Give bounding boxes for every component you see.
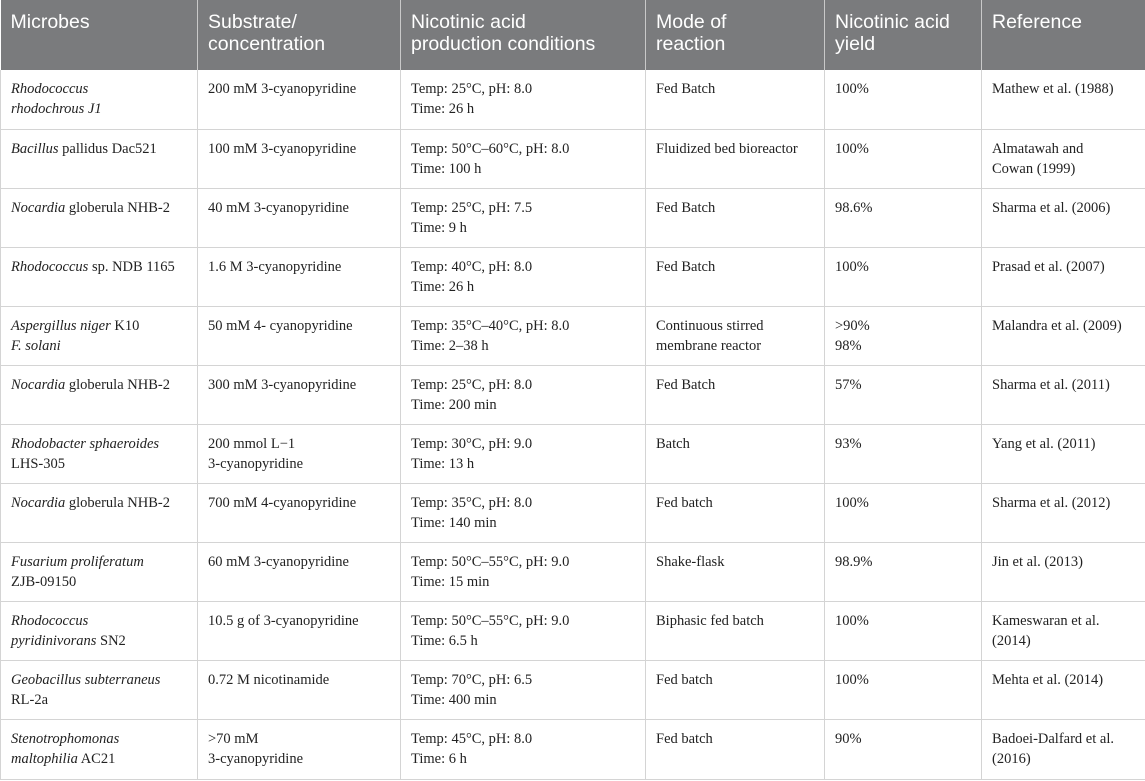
italic-text: Fusarium proliferatum	[11, 553, 144, 570]
italic-text: Rhodobacter sphaeroides	[11, 435, 160, 452]
cell-text: 100%	[835, 612, 869, 629]
column-header-text: reaction	[656, 33, 726, 55]
cell-text: 100%	[835, 81, 869, 97]
cell-text: Prasad et al. (2007)	[992, 258, 1105, 275]
header-row	[1, 0, 1145, 70]
cell-line	[11, 670, 187, 690]
column-header-text: Mode of	[656, 11, 727, 33]
italic-text: Aspergillus niger	[11, 317, 111, 334]
cell-text: globerula NHB-2	[65, 494, 170, 511]
cell-text: pallidus Dac521	[58, 140, 157, 157]
substrate-cell	[198, 70, 401, 129]
cell-line	[11, 99, 187, 119]
cell-text: 98.9%	[835, 553, 873, 570]
cell-text: Batch	[656, 435, 690, 452]
mode-cell	[646, 129, 825, 188]
cell-text: Sharma et al. (2012)	[992, 494, 1111, 511]
yield-cell	[825, 660, 982, 719]
table-row	[1, 70, 1145, 129]
cell-line	[11, 493, 187, 513]
mode-cell	[646, 70, 825, 129]
conditions-cell	[401, 542, 646, 601]
cell-text: 98%	[835, 337, 862, 354]
cell-line	[11, 434, 187, 454]
cell-text: RL-2a	[11, 691, 49, 708]
cell-text: Fed Batch	[656, 199, 716, 216]
cell-text: Temp: 25°C, pH: 7.5	[411, 199, 533, 216]
yield-cell	[825, 129, 982, 188]
yield-cell	[825, 188, 982, 247]
cell-text: Temp: 45°C, pH: 8.0	[411, 730, 533, 747]
mode-cell	[646, 188, 825, 247]
cell-text: sp. NDB 1165	[88, 258, 175, 275]
column-header-text: production conditions	[411, 33, 596, 55]
mode-cell	[646, 424, 825, 483]
yield-cell	[825, 601, 982, 660]
microbe-cell	[1, 188, 198, 247]
cell-text: Fed Batch	[656, 376, 716, 393]
cell-text: Fluidized bed bioreactor	[656, 140, 798, 157]
substrate-cell	[198, 129, 401, 188]
cell-text: 100 mM 3-cyanopyridine	[208, 140, 357, 157]
column-header-mode-of-reaction	[646, 0, 825, 70]
reference-cell	[982, 306, 1145, 365]
column-header-text: Substrate/	[208, 11, 297, 33]
italic-text: Nocardia	[11, 199, 66, 216]
cell-text: Temp: 70°C, pH: 6.5	[411, 671, 533, 688]
mode-cell	[646, 483, 825, 542]
cell-line	[11, 690, 187, 710]
conditions-cell	[401, 306, 646, 365]
reference-cell	[982, 365, 1145, 424]
cell-text: 100%	[835, 140, 869, 157]
cell-text: LHS-305	[11, 455, 65, 472]
table-row	[1, 129, 1145, 188]
cell-text: 3-cyanopyridine	[208, 455, 304, 472]
cell-line	[11, 572, 187, 592]
column-header-reference	[982, 0, 1145, 70]
cell-text: Cowan (1999)	[992, 160, 1076, 177]
substrate-cell	[198, 306, 401, 365]
cell-text: Temp: 30°C, pH: 9.0	[411, 435, 533, 452]
cell-text: Temp: 50°C–55°C, pH: 9.0	[411, 612, 570, 629]
conditions-cell	[401, 188, 646, 247]
italic-text: Geobacillus subterraneus	[11, 671, 161, 688]
yield-cell	[825, 247, 982, 306]
cell-text: 60 mM 3-cyanopyridine	[208, 553, 349, 570]
reference-cell	[982, 247, 1145, 306]
column-header-microbes	[1, 0, 198, 70]
cell-text: Kameswaran et al.	[992, 612, 1100, 629]
conditions-cell	[401, 70, 646, 129]
substrate-cell	[198, 424, 401, 483]
reference-cell	[982, 719, 1145, 779]
cell-text: 200 mmol L−1	[208, 435, 296, 452]
yield-cell	[825, 306, 982, 365]
reference-cell	[982, 483, 1145, 542]
cell-text: SN2	[96, 632, 126, 649]
table-row	[1, 660, 1145, 719]
column-header-substrate-concentration	[198, 0, 401, 70]
reference-cell	[982, 601, 1145, 660]
cell-text: Fed batch	[656, 730, 713, 747]
substrate-cell	[198, 719, 401, 779]
cell-text: 93%	[835, 435, 862, 452]
mode-cell	[646, 719, 825, 779]
microbe-cell	[1, 719, 198, 779]
microbe-cell	[1, 306, 198, 365]
substrate-cell	[198, 188, 401, 247]
substrate-cell	[198, 483, 401, 542]
cell-text: Fed Batch	[656, 258, 716, 275]
italic-text: Bacillus	[11, 140, 59, 157]
cell-text: 100%	[835, 671, 869, 688]
cell-text: 100%	[835, 494, 869, 511]
italic-text: Rhodococcus	[11, 258, 89, 275]
cell-text: Temp: 25°C, pH: 8.0	[411, 376, 533, 393]
cell-line	[11, 611, 187, 631]
column-header-text: Nicotinic acid	[411, 11, 526, 33]
table-body	[1, 70, 1145, 779]
mode-cell	[646, 247, 825, 306]
cell-text: (2014)	[992, 632, 1031, 649]
cell-text: Time: 26 h	[411, 101, 475, 117]
cell-text: Temp: 40°C, pH: 8.0	[411, 258, 533, 275]
conditions-cell	[401, 129, 646, 188]
conditions-cell	[401, 247, 646, 306]
yield-cell	[825, 719, 982, 779]
microbe-cell	[1, 660, 198, 719]
conditions-cell	[401, 483, 646, 542]
yield-cell	[825, 542, 982, 601]
cell-line	[11, 198, 187, 218]
cell-text: >70 mM	[208, 730, 259, 747]
cell-text: 1.6 M 3-cyanopyridine	[208, 258, 342, 275]
cell-line	[11, 552, 187, 572]
cell-line	[11, 749, 187, 769]
cell-text: Malandra et al. (2009)	[992, 317, 1122, 334]
table-row	[1, 247, 1145, 306]
cell-text: Time: 6 h	[411, 750, 467, 767]
column-header-production-conditions	[401, 0, 646, 70]
cell-text: 0.72 M nicotinamide	[208, 671, 330, 688]
cell-text: 57%	[835, 376, 862, 393]
cell-text: AC21	[77, 750, 116, 767]
cell-text: ZJB-09150	[11, 573, 77, 590]
italic-text: maltophilia	[11, 750, 78, 767]
cell-text: Shake-flask	[656, 553, 725, 570]
cell-text: 100%	[835, 258, 869, 275]
cell-line	[11, 336, 187, 356]
cell-text: 200 mM 3-cyanopyridine	[208, 81, 357, 97]
mode-cell	[646, 542, 825, 601]
cell-text: Temp: 25°C, pH: 8.0	[411, 81, 533, 97]
cell-text: Mathew et al. (1988)	[992, 81, 1114, 97]
column-header-text: yield	[835, 33, 876, 55]
cell-text: Time: 6.5 h	[411, 632, 478, 649]
reference-cell	[982, 129, 1145, 188]
mode-cell	[646, 306, 825, 365]
cell-text: Time: 100 h	[411, 160, 482, 177]
microbe-cell	[1, 483, 198, 542]
cell-text: Fed batch	[656, 671, 713, 688]
italic-text: Rhodococcus	[11, 81, 89, 97]
cell-text: Jin et al. (2013)	[992, 553, 1084, 570]
cell-text: Time: 13 h	[411, 455, 475, 472]
cell-line	[11, 316, 187, 336]
italic-text: F. solani	[11, 337, 61, 354]
italic-text: rhodochrous J1	[11, 101, 102, 117]
reference-cell	[982, 542, 1145, 601]
conditions-cell	[401, 365, 646, 424]
cell-text: Almatawah and	[992, 140, 1084, 157]
cell-text: globerula NHB-2	[65, 199, 170, 216]
cell-text: Temp: 50°C–60°C, pH: 8.0	[411, 140, 570, 157]
cell-text: Badoei-Dalfard et al.	[992, 730, 1114, 747]
italic-text: Nocardia	[11, 376, 66, 393]
table-row	[1, 424, 1145, 483]
cell-text: Sharma et al. (2006)	[992, 199, 1111, 216]
microbe-cell	[1, 542, 198, 601]
conditions-cell	[401, 601, 646, 660]
microbe-cell	[1, 70, 198, 129]
cell-text: 40 mM 3-cyanopyridine	[208, 199, 349, 216]
table-row	[1, 483, 1145, 542]
italic-text: pyridinivorans	[11, 632, 97, 649]
yield-cell	[825, 483, 982, 542]
cell-text: >90%	[835, 317, 870, 334]
column-header-text: Reference	[992, 11, 1082, 33]
cell-text: membrane reactor	[656, 337, 762, 354]
substrate-cell	[198, 601, 401, 660]
reference-cell	[982, 424, 1145, 483]
cell-text: Continuous stirred	[656, 317, 764, 334]
cell-text: 10.5 g of 3-cyanopyridine	[208, 612, 359, 629]
cell-text: K10	[110, 317, 140, 334]
cell-text: Time: 15 min	[411, 573, 490, 590]
microbe-cell	[1, 247, 198, 306]
cell-text: Time: 200 min	[411, 396, 497, 413]
substrate-cell	[198, 542, 401, 601]
cell-text: 700 mM 4-cyanopyridine	[208, 494, 357, 511]
microbe-cell	[1, 129, 198, 188]
table-row	[1, 306, 1145, 365]
conditions-cell	[401, 660, 646, 719]
microbe-cell	[1, 365, 198, 424]
table-row	[1, 601, 1145, 660]
table-row	[1, 188, 1145, 247]
column-header-nicotinic-acid-yield	[825, 0, 982, 70]
cell-text: Biphasic fed batch	[656, 612, 764, 629]
cell-line	[11, 729, 187, 749]
column-header-text: Nicotinic acid	[835, 11, 950, 33]
cell-text: 50 mM 4- cyanopyridine	[208, 317, 353, 334]
reference-cell	[982, 188, 1145, 247]
cell-text: 98.6%	[835, 199, 873, 216]
conditions-cell	[401, 719, 646, 779]
reference-cell	[982, 70, 1145, 129]
column-header-text: concentration	[208, 33, 326, 55]
mode-cell	[646, 601, 825, 660]
substrate-cell	[198, 660, 401, 719]
italic-text: Nocardia	[11, 494, 66, 511]
cell-text: Fed batch	[656, 494, 713, 511]
italic-text: Rhodococcus	[11, 612, 89, 629]
cell-text: 3-cyanopyridine	[208, 750, 304, 767]
table-row	[1, 719, 1145, 779]
table-header	[1, 0, 1145, 70]
cell-line	[11, 79, 187, 99]
cell-text: Temp: 35°C, pH: 8.0	[411, 494, 533, 511]
cell-line	[11, 375, 187, 395]
cell-line	[11, 257, 187, 277]
table-row	[1, 365, 1145, 424]
mode-cell	[646, 660, 825, 719]
reference-cell	[982, 660, 1145, 719]
substrate-cell	[198, 365, 401, 424]
column-header-text: Microbes	[10, 11, 90, 33]
cell-text: Temp: 35°C–40°C, pH: 8.0	[411, 317, 570, 334]
cell-text: Time: 9 h	[411, 219, 467, 236]
table-row	[1, 542, 1145, 601]
cell-text: (2016)	[992, 750, 1031, 767]
cell-text: 300 mM 3-cyanopyridine	[208, 376, 357, 393]
italic-text: Stenotrophomonas	[11, 730, 120, 747]
cell-text: Time: 400 min	[411, 691, 497, 708]
yield-cell	[825, 424, 982, 483]
cell-line	[11, 454, 187, 474]
cell-text: 90%	[835, 730, 862, 747]
conditions-cell	[401, 424, 646, 483]
cell-line	[11, 139, 187, 159]
cell-text: Time: 26 h	[411, 278, 475, 295]
cell-text: Time: 140 min	[411, 514, 497, 531]
cell-text: Yang et al. (2011)	[992, 435, 1096, 452]
yield-cell	[825, 365, 982, 424]
cell-text: globerula NHB-2	[65, 376, 170, 393]
mode-cell	[646, 365, 825, 424]
cell-text: Time: 2–38 h	[411, 337, 489, 354]
cell-text: Temp: 50°C–55°C, pH: 9.0	[411, 553, 570, 570]
microbe-cell	[1, 424, 198, 483]
cell-text: Fed Batch	[656, 81, 716, 97]
yield-cell	[825, 70, 982, 129]
microbe-cell	[1, 601, 198, 660]
cell-text: Sharma et al. (2011)	[992, 376, 1110, 393]
cell-line	[11, 631, 187, 651]
substrate-cell	[198, 247, 401, 306]
cell-text: Mehta et al. (2014)	[992, 671, 1104, 688]
